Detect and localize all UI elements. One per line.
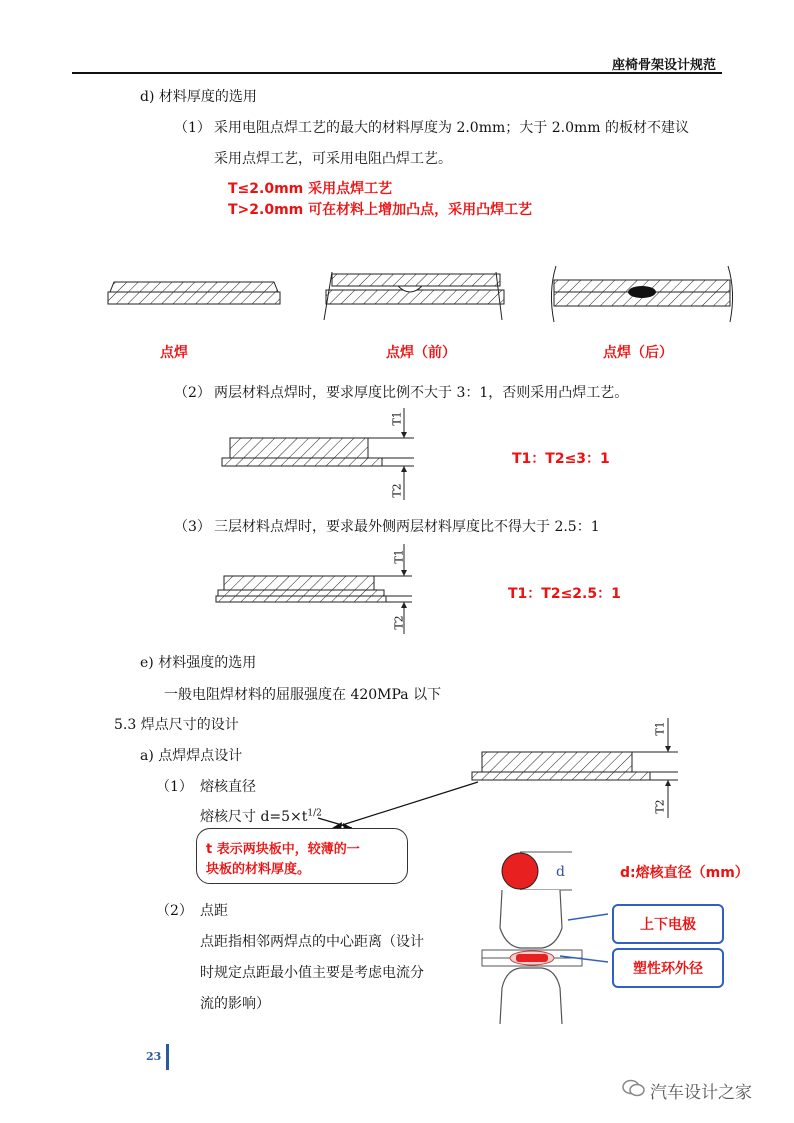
upper-electrode [500,890,562,948]
section-e-text: 一般电阻焊材料的屈服强度在 420MPa 以下 [164,687,442,703]
item3-number: （3） [174,519,211,535]
formula-text: 熔核尺寸 d=5×t [200,809,308,825]
spacing-line2: 时规定点距最小值主要是考虑电流分 [200,965,424,981]
spacing-item-number: （2） [156,903,193,919]
page-number-bar [166,1044,169,1070]
dim-t2-label-2: T2 [392,615,406,630]
lower-electrode [500,968,562,1024]
dim-t1-label-2: T1 [392,549,406,564]
item2-text: 两层材料点焊时，要求厚度比例不大于 3：1，否则采用凸焊工艺。 [214,385,629,401]
item2-number: （2） [174,385,211,401]
note-spot-weld: T≤2.0mm 采用点焊工艺 [228,181,393,197]
section-e-heading: e) 材料强度的选用 [140,655,257,671]
nugget-diameter-label: d:熔核直径（mm） [620,865,749,881]
spacing-item-title: 点距 [200,903,228,919]
fig-label-after: 点焊（后） [603,345,673,361]
ratio-three-layer: T1：T2≤2.5：1 [508,586,621,602]
electrode-label-box: 上下电极 [612,904,724,944]
dim-t1-label-3: T1 [653,721,667,736]
electrode-diagram [476,888,626,1028]
wechat-icon [622,1078,646,1098]
spacing-line3: 流的影响） [200,996,270,1012]
watermark-text: 汽车设计之家 [650,1083,752,1103]
nugget-item-title: 熔核直径 [200,779,256,795]
dim-t2-label-3: T2 [653,799,667,814]
dim-t2-label-1: T2 [390,483,404,498]
section-d-heading: d) 材料厚度的选用 [140,89,257,105]
ring-label-box: 塑性环外径 [612,948,724,988]
nugget-item-number: （1） [156,779,193,795]
item1-line2: 采用点焊工艺，可采用电阻凸焊工艺。 [214,151,452,167]
fig-label-spot: 点焊 [160,345,188,361]
ratio-two-layer: T1：T2≤3：1 [512,451,610,467]
callout-line2: 块板的材料厚度。 [206,862,311,877]
item1-number: （1） [174,120,211,136]
dim-t1-label-1: T1 [390,411,404,426]
header-title: 座椅骨架设计规范 [612,58,717,73]
formula-superscript: 1/2 [307,808,322,819]
fig-label-before: 点焊（前） [386,345,456,361]
item1-line1: 采用电阻点焊工艺的最大的材料厚度为 2.0mm；大于 2.0mm 的板材不建议 [214,120,689,136]
weld-nugget-circle [502,853,538,889]
section-53-heading: 5.3 焊点尺寸的设计 [114,717,239,733]
section-53-sub-a: a) 点焊焊点设计 [140,748,243,764]
spacing-line1: 点距指相邻两焊点的中心距离（设计 [200,934,424,950]
item3-text: 三层材料点焊时，要求最外侧两层材料厚度比不得大于 2.5：1 [214,519,600,535]
page-number: 23 [146,1050,162,1063]
note-projection-weld: T>2.0mm 可在材料上增加凸点，采用凸焊工艺 [228,202,533,218]
d-symbol: d [556,864,565,880]
nugget-in-electrode [516,954,548,962]
callout-line1: t 表示两块板中，较薄的一 [206,842,360,857]
